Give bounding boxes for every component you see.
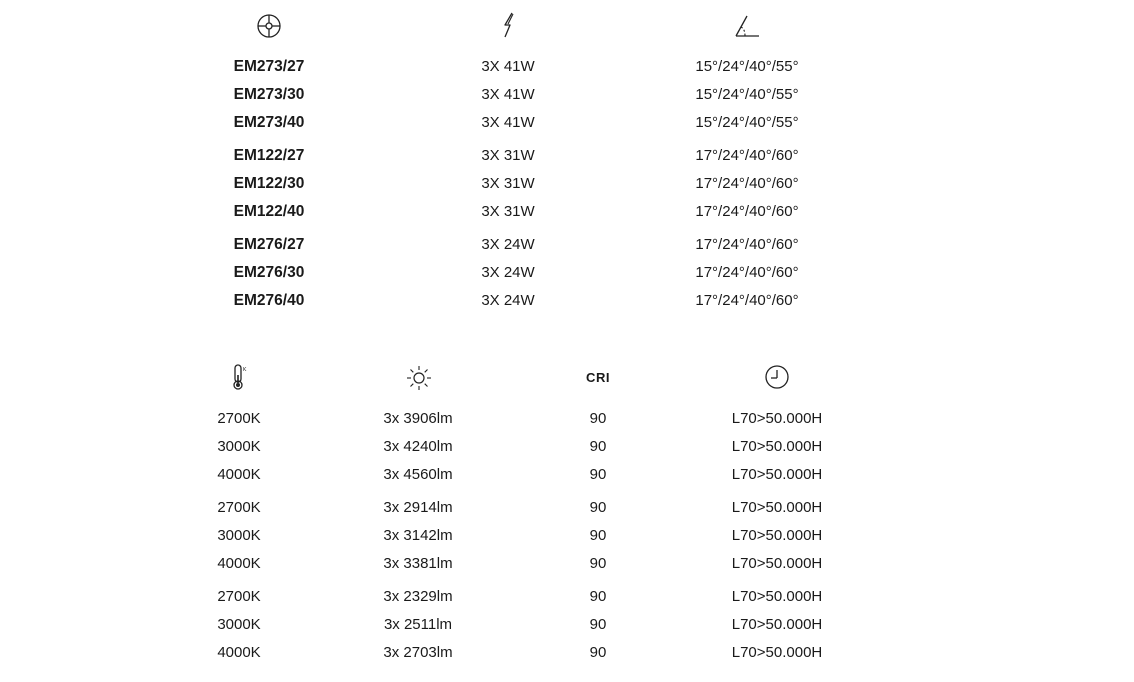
model-code: EM122/40 xyxy=(233,203,305,220)
model-code: EM273/30 xyxy=(233,86,305,103)
luminous-flux-value: 3x 3142lm xyxy=(383,527,453,544)
beam-angles-value: 17°/24°/40°/60° xyxy=(695,236,799,253)
model-code: EM276/27 xyxy=(233,236,305,253)
lifetime-value: L70>50.000H xyxy=(731,410,823,427)
lifetime-value: L70>50.000H xyxy=(731,616,823,633)
color-temperature-value: 4000K xyxy=(217,466,261,483)
lifetime-value: L70>50.000H xyxy=(731,466,823,483)
model-code: EM273/27 xyxy=(233,58,305,75)
cri-value: 90 xyxy=(589,499,607,516)
cri-value: 90 xyxy=(589,644,607,661)
beam-angles-value: 17°/24°/40°/60° xyxy=(695,264,799,281)
luminous-flux-sun-icon xyxy=(405,364,433,392)
color-temperature-value: 4000K xyxy=(217,644,261,661)
model-code: EM276/40 xyxy=(233,292,305,309)
color-temperature-value: 3000K xyxy=(217,527,261,544)
lifetime-value: L70>50.000H xyxy=(731,438,823,455)
luminous-flux-value: 3x 4240lm xyxy=(383,438,453,455)
color-temperature-value: 2700K xyxy=(217,588,261,605)
power-value: 3X 41W xyxy=(481,114,535,131)
luminous-flux-value: 3x 2914lm xyxy=(383,499,453,516)
cri-value: 90 xyxy=(589,410,607,427)
beam-angles-value: 15°/24°/40°/55° xyxy=(695,86,799,103)
cri-value: 90 xyxy=(589,588,607,605)
model-code: EM273/40 xyxy=(233,114,305,131)
power-value: 3X 24W xyxy=(481,236,535,253)
luminous-flux-value: 3x 2703lm xyxy=(383,644,453,661)
crosshair-fixture-icon xyxy=(256,13,282,39)
luminous-flux-value: 3x 2329lm xyxy=(383,588,453,605)
color-temperature-thermometer-icon xyxy=(228,363,250,391)
color-temperature-value: 2700K xyxy=(217,499,261,516)
lifetime-value: L70>50.000H xyxy=(731,588,823,605)
model-code: EM122/27 xyxy=(233,147,305,164)
beam-angles-value: 17°/24°/40°/60° xyxy=(695,147,799,164)
power-value: 3X 31W xyxy=(481,203,535,220)
power-value: 3X 24W xyxy=(481,264,535,281)
power-value: 3X 31W xyxy=(481,175,535,192)
model-code: EM122/30 xyxy=(233,175,305,192)
luminous-flux-value: 3x 3906lm xyxy=(383,410,453,427)
color-temperature-value: 3000K xyxy=(217,616,261,633)
lifetime-value: L70>50.000H xyxy=(731,527,823,544)
beam-angles-value: 17°/24°/40°/60° xyxy=(695,175,799,192)
lifetime-value: L70>50.000H xyxy=(731,644,823,661)
beam-angles-value: 17°/24°/40°/60° xyxy=(695,292,799,309)
power-value: 3X 31W xyxy=(481,147,535,164)
cri-value: 90 xyxy=(589,438,607,455)
beam-angle-icon xyxy=(733,12,761,40)
beam-angles-value: 15°/24°/40°/55° xyxy=(695,58,799,75)
cri-label: CRI xyxy=(586,370,610,385)
model-code: EM276/30 xyxy=(233,264,305,281)
luminous-flux-value: 3x 2511lm xyxy=(383,616,453,633)
cri-value: 90 xyxy=(589,616,607,633)
beam-angles-value: 15°/24°/40°/55° xyxy=(695,114,799,131)
lifetime-value: L70>50.000H xyxy=(731,499,823,516)
power-value: 3X 41W xyxy=(481,86,535,103)
power-lightning-icon xyxy=(499,11,519,39)
luminous-flux-value: 3x 3381lm xyxy=(383,555,453,572)
color-temperature-value: 4000K xyxy=(217,555,261,572)
cri-value: 90 xyxy=(589,527,607,544)
color-temperature-value: 3000K xyxy=(217,438,261,455)
cri-value: 90 xyxy=(589,555,607,572)
svg-text:K: K xyxy=(243,367,247,373)
beam-angles-value: 17°/24°/40°/60° xyxy=(695,203,799,220)
power-value: 3X 41W xyxy=(481,58,535,75)
power-value: 3X 24W xyxy=(481,292,535,309)
luminous-flux-value: 3x 4560lm xyxy=(383,466,453,483)
lifetime-clock-icon xyxy=(764,364,790,390)
lifetime-value: L70>50.000H xyxy=(731,555,823,572)
color-temperature-value: 2700K xyxy=(217,410,261,427)
cri-value: 90 xyxy=(589,466,607,483)
